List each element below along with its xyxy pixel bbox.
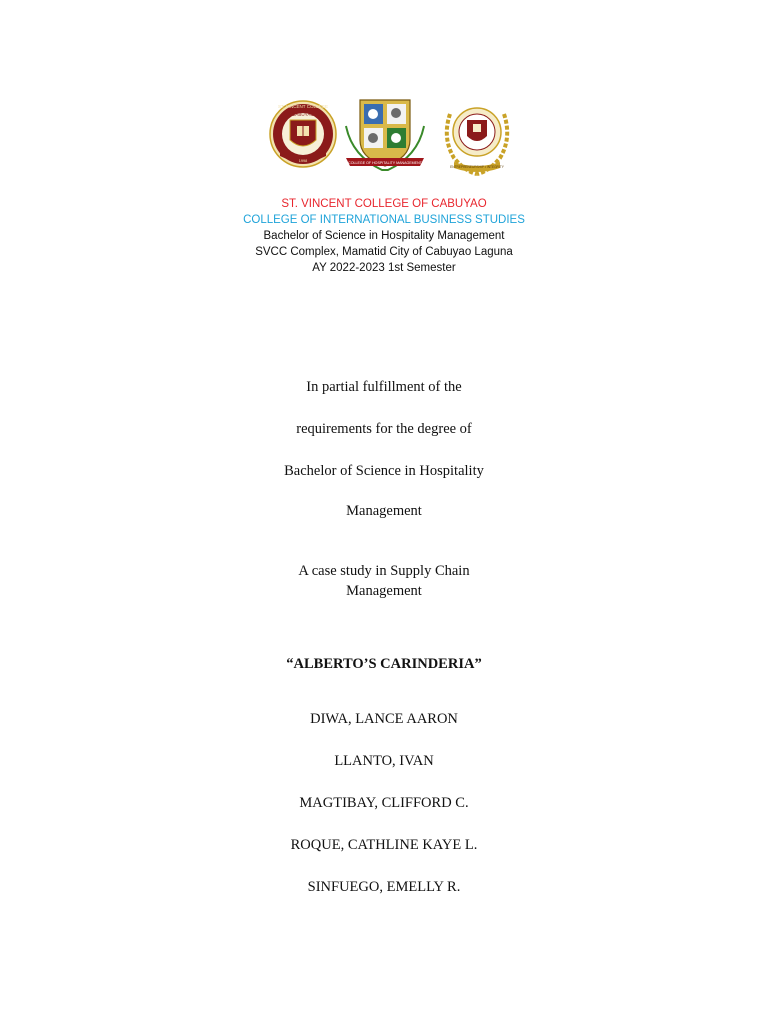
fulfillment-line-2: requirements for the degree of	[296, 421, 472, 437]
laurel-motto-text: ENTREPRENEURSHIP • INTEGRITY	[450, 165, 504, 169]
logo-row	[0, 96, 768, 178]
author-name: MAGTIBAY, CLIFFORD C.	[299, 795, 469, 811]
case-study-line-2: Management	[346, 583, 422, 599]
author-name: SINFUEGO, EMELLY R.	[307, 879, 461, 895]
degree-line-2: Management	[346, 503, 422, 519]
academic-term: AY 2022-2023 1st Semester	[312, 262, 456, 274]
author-name: ROQUE, CATHLINE KAYE L.	[290, 837, 478, 853]
study-title: “ALBERTO’S CARINDERIA”	[286, 656, 482, 672]
shield-ribbon-text: COLLEGE OF HOSPITALITY MANAGEMENT	[348, 161, 422, 165]
case-study-line-1: A case study in Supply Chain	[298, 563, 470, 579]
seal-year-text: 1998	[298, 159, 308, 163]
school-name: ST. VINCENT COLLEGE OF CABUYAO	[281, 198, 487, 210]
college-name: COLLEGE OF INTERNATIONAL BUSINESS STUDIES	[243, 214, 525, 226]
cibs-laurel-seal-logo	[440, 96, 514, 178]
program-name: Bachelor of Science in Hospitality Management	[263, 230, 505, 242]
hospitality-shield-logo	[342, 96, 428, 176]
author-name: DIWA, LANCE AARON	[310, 711, 458, 727]
seal-mid-text: CABUYAO	[292, 112, 314, 117]
seal-top-text: ST. VINCENT COLLEGE	[278, 104, 328, 109]
fulfillment-line-1: In partial fulfillment of the	[306, 379, 462, 395]
svcc-seal-logo	[268, 96, 338, 174]
school-address: SVCC Complex, Mamatid City of Cabuyao Laguna	[255, 246, 513, 258]
author-name: LLANTO, IVAN	[334, 753, 434, 769]
degree-line-1: Bachelor of Science in Hospitality	[284, 463, 484, 479]
